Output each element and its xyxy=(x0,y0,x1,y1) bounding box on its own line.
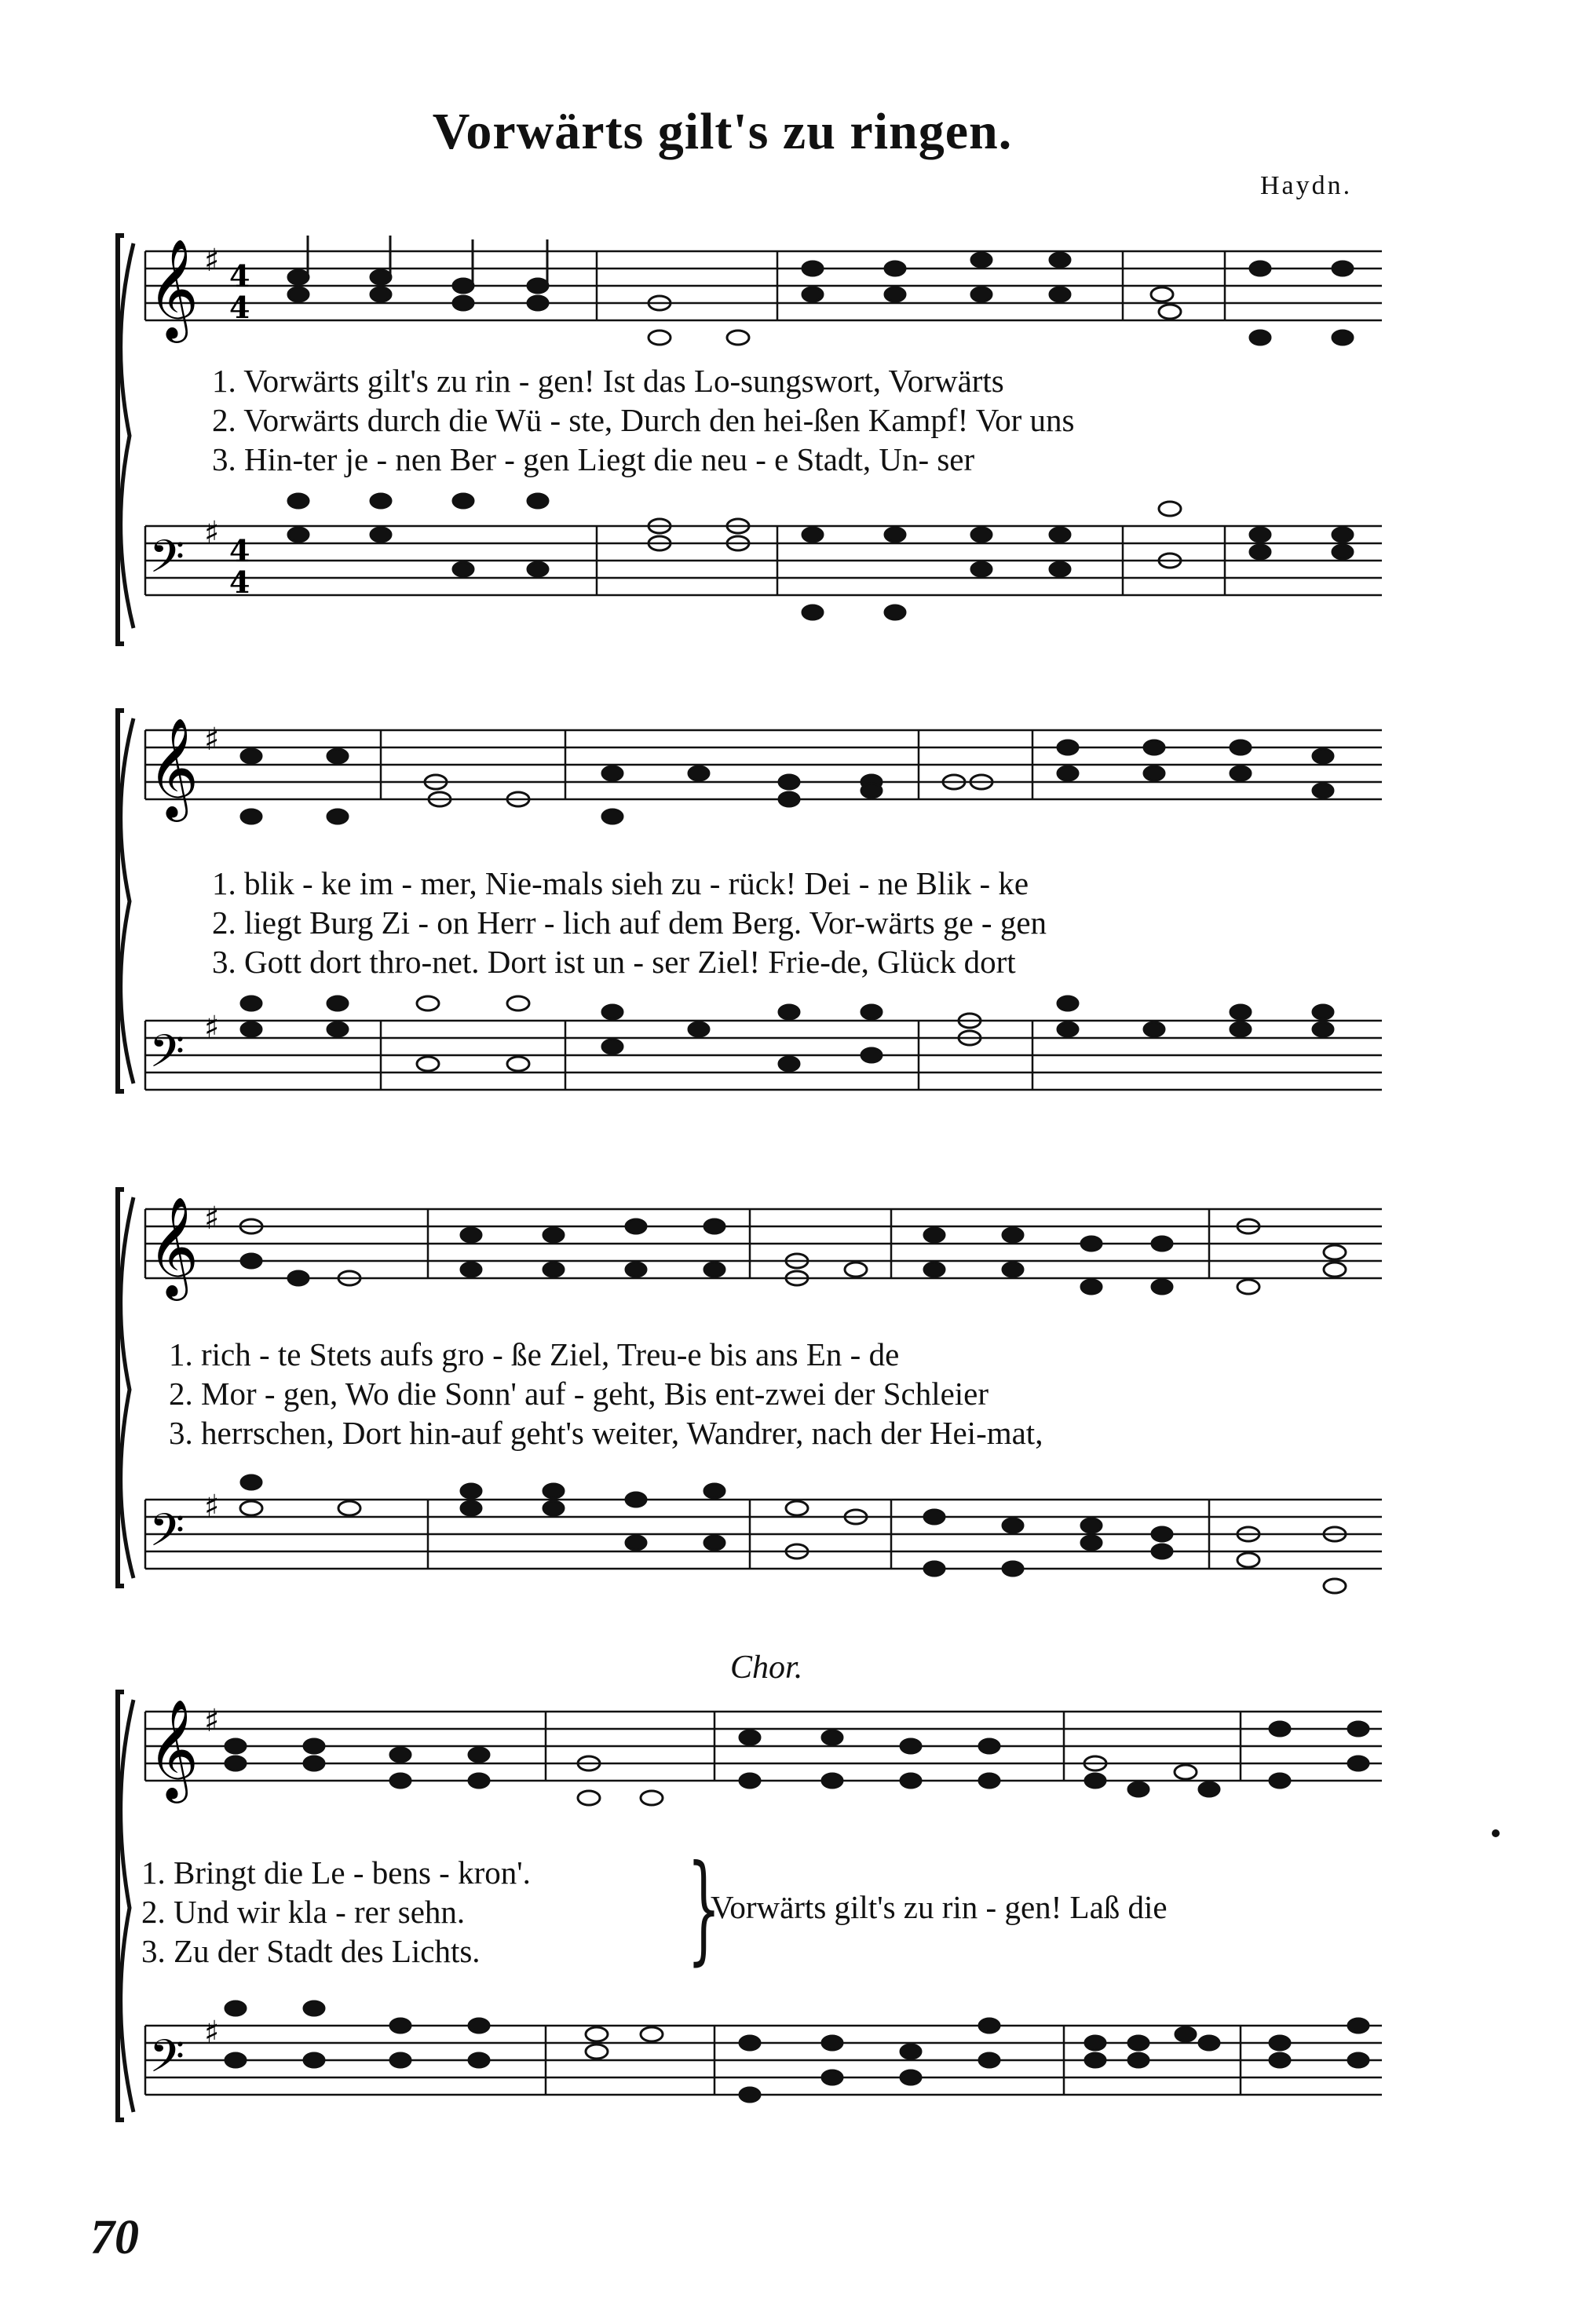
svg-text:♯: ♯ xyxy=(204,1489,220,1525)
svg-text:𝄢: 𝄢 xyxy=(149,1025,185,1089)
svg-text:𝄢: 𝄢 xyxy=(149,1504,185,1568)
svg-text:4: 4 xyxy=(229,290,250,325)
svg-text:♯: ♯ xyxy=(204,1703,220,1739)
lyric-line: 2. liegt Burg Zi - on Herr - lich auf dem Berg. Vor-wärts ge - gen xyxy=(212,904,1047,941)
lyric-line: 1. blik - ke im - mer, Nie-mals sieh zu - rück! Dei - ne Blik - ke xyxy=(212,865,1029,901)
svg-text:𝄢: 𝄢 xyxy=(149,530,185,594)
svg-text:♯: ♯ xyxy=(204,722,220,758)
lyric-line: 3. herrschen, Dort hin-auf geht's weiter, Wandrer, nach der Hei-mat, xyxy=(169,1415,1043,1451)
lyrics-verse-block-4 xyxy=(141,1853,531,1971)
lyric-line: 3. Zu der Stadt des Lichts. xyxy=(141,1933,481,1969)
lyric-line: 2. Mor - gen, Wo die Sonn' auf - geht, Bis ent-zwei der Schleier xyxy=(169,1376,989,1412)
svg-text:♯: ♯ xyxy=(204,1200,220,1237)
svg-text:4: 4 xyxy=(229,258,250,294)
page-number: 70 xyxy=(90,2211,139,2264)
svg-text:𝄞: 𝄞 xyxy=(148,238,199,338)
svg-text:♯: ♯ xyxy=(204,1010,220,1046)
lyrics-verse-block-3 xyxy=(169,1335,1449,1452)
svg-text:♯: ♯ xyxy=(204,2015,220,2051)
svg-text:♯: ♯ xyxy=(204,515,220,551)
svg-text:𝄞: 𝄞 xyxy=(148,717,199,817)
chorus-label: Chor. xyxy=(730,1650,803,1686)
lyric-line: 1. rich - te Stets aufs gro - ße Ziel, Treu-e bis ans En - de xyxy=(169,1336,900,1372)
lyrics-verse-block-1 xyxy=(212,361,1492,479)
lyric-line: 1. Vorwärts gilt's zu rin - gen! Ist das Lo-sungswort, Vorwärts xyxy=(212,363,1004,399)
composer-name: Haydn. xyxy=(1260,171,1353,200)
svg-text:4: 4 xyxy=(229,533,250,568)
lyric-line: 2. Und wir kla - rer sehn. xyxy=(141,1894,466,1930)
lyric-line: 1. Bringt die Le - bens - kron'. xyxy=(141,1854,531,1891)
lyric-brace: } xyxy=(687,1840,721,1977)
hymn-title: Vorwärts gilt's zu ringen. xyxy=(432,103,1013,160)
svg-text:𝄢: 𝄢 xyxy=(149,2030,185,2094)
stray-mark xyxy=(1492,1829,1500,1837)
svg-text:♯: ♯ xyxy=(204,243,220,279)
svg-text:𝄞: 𝄞 xyxy=(148,1698,199,1799)
lyric-line: 2. Vorwärts durch die Wü - ste, Durch den hei-ßen Kampf! Vor uns xyxy=(212,402,1075,438)
svg-text:4: 4 xyxy=(229,565,250,600)
lyrics-verse-block-2 xyxy=(212,864,1492,981)
svg-text:𝄞: 𝄞 xyxy=(148,1196,199,1296)
lyric-line: 3. Hin-ter je - nen Ber - gen Liegt die neu - e Stadt, Un- ser xyxy=(212,441,975,477)
refrain-lyric: Vorwärts gilt's zu rin - gen! Laß die xyxy=(711,1889,1168,1925)
lyric-line: 3. Gott dort thro-net. Dort ist un - ser Ziel! Frie-de, Glück dort xyxy=(212,944,1016,980)
